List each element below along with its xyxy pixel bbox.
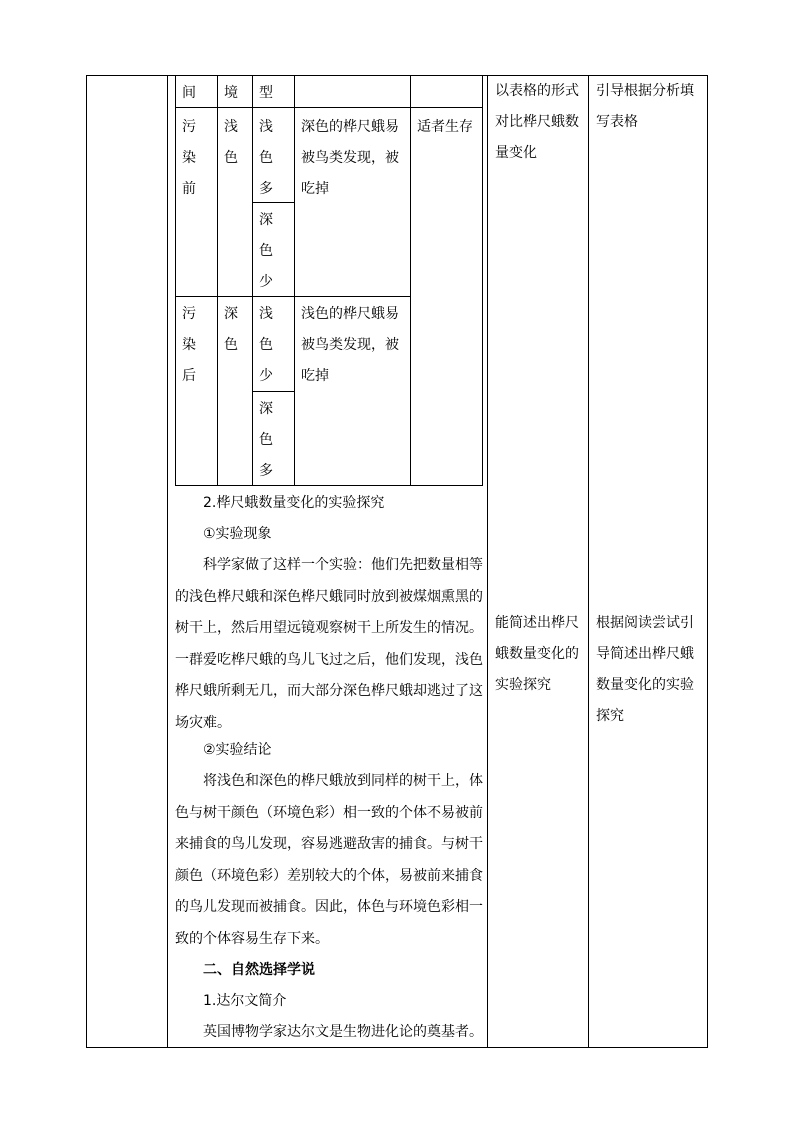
darwin-intro-text: 英国博物学家达尔文是生物进化论的奠基者。 (203, 1024, 483, 1040)
row1-type-cell-2: 深色少 (259, 212, 273, 290)
experiment-conclusion-label: ②实验结论 (203, 742, 272, 758)
row2-period-cell: 污染后 (182, 306, 196, 384)
section-title: 二、自然选择学说 (203, 962, 315, 978)
row2-type-cell-1: 浅色少 (259, 306, 273, 384)
experiment-heading: 2.桦尺蛾数量变化的实验探究 (203, 495, 385, 511)
inner-table-col-4 (294, 75, 295, 486)
row1-reason-cell: 深色的桦尺蛾易被鸟类发现，被吃掉 (301, 119, 399, 197)
outer-col-line-5 (707, 75, 708, 1048)
row1-result-cell: 适者生存 (417, 119, 473, 135)
experiment-phenomenon-text: 科学家做了这样一个实验：他们先把数量相等的浅色桦尺蛾和深色桦尺蛾同时放到被煤烟熏黑的树干上，然后用望远镜观察树干上所发生的情况。一群爱吃桦尺蛾的鸟儿飞过之后，他们发现，浅色桦尺蛾所剩无几，而大部分深色桦尺蛾却逃过了这场灾难。 (175, 557, 483, 731)
row2-environment-cell: 深色 (224, 306, 238, 353)
row2-reason-cell: 浅色的桦尺蛾易被鸟类发现，被吃掉 (301, 306, 399, 384)
design-intent-row2: 能简述出桦尺蛾数量变化的实验探究 (495, 615, 579, 693)
outer-col-line-3 (487, 75, 488, 1048)
row2-type-cell-2: 深色多 (259, 401, 273, 479)
inner-table-bottom (175, 485, 483, 486)
inner-table-header-bottom (175, 107, 483, 108)
row1-environment-cell: 浅色 (224, 119, 238, 166)
teacher-guide-row2: 根据阅读尝试引导简述出桦尺蛾数量变化的实验探究 (596, 615, 694, 724)
inner-header-cell-3: 型 (259, 85, 273, 101)
outer-col-line-1 (86, 75, 87, 1048)
design-intent-row1: 以表格的形式对比桦尺蛾数量变化 (495, 83, 579, 161)
teacher-guide-row1: 引导根据分析填写表格 (596, 83, 694, 130)
inner-header-cell-2: 境 (224, 85, 238, 101)
inner-table-left (175, 75, 176, 486)
darwin-heading: 1.达尔文简介 (203, 993, 287, 1009)
inner-table-col-5 (410, 75, 411, 486)
inner-table-col-2 (217, 75, 218, 486)
inner-header-cell-1: 间 (182, 85, 196, 101)
outer-col-line-4 (588, 75, 589, 1048)
inner-table-col-3 (252, 75, 253, 486)
row1-type-cell-1: 浅色多 (259, 119, 273, 197)
experiment-phenomenon-label: ①实验现象 (203, 526, 272, 542)
experiment-conclusion-text: 将浅色和深色的桦尺蛾放到同样的树干上，体色与树干颜色（环境色彩）相一致的个体不易被前来捕食的鸟儿发现，容易逃避敌害的捕食。与树干颜色（环境色彩）差别较大的个体，易被前来捕食的鸟儿发现而被捕食。因此，体色与环境色彩相一致的个体容易生存下来。 (175, 773, 483, 947)
outer-col-line-2 (167, 75, 168, 1048)
inner-table-row-divider (175, 296, 411, 297)
row1-period-cell: 污染前 (182, 119, 196, 197)
inner-table-right (482, 75, 483, 486)
